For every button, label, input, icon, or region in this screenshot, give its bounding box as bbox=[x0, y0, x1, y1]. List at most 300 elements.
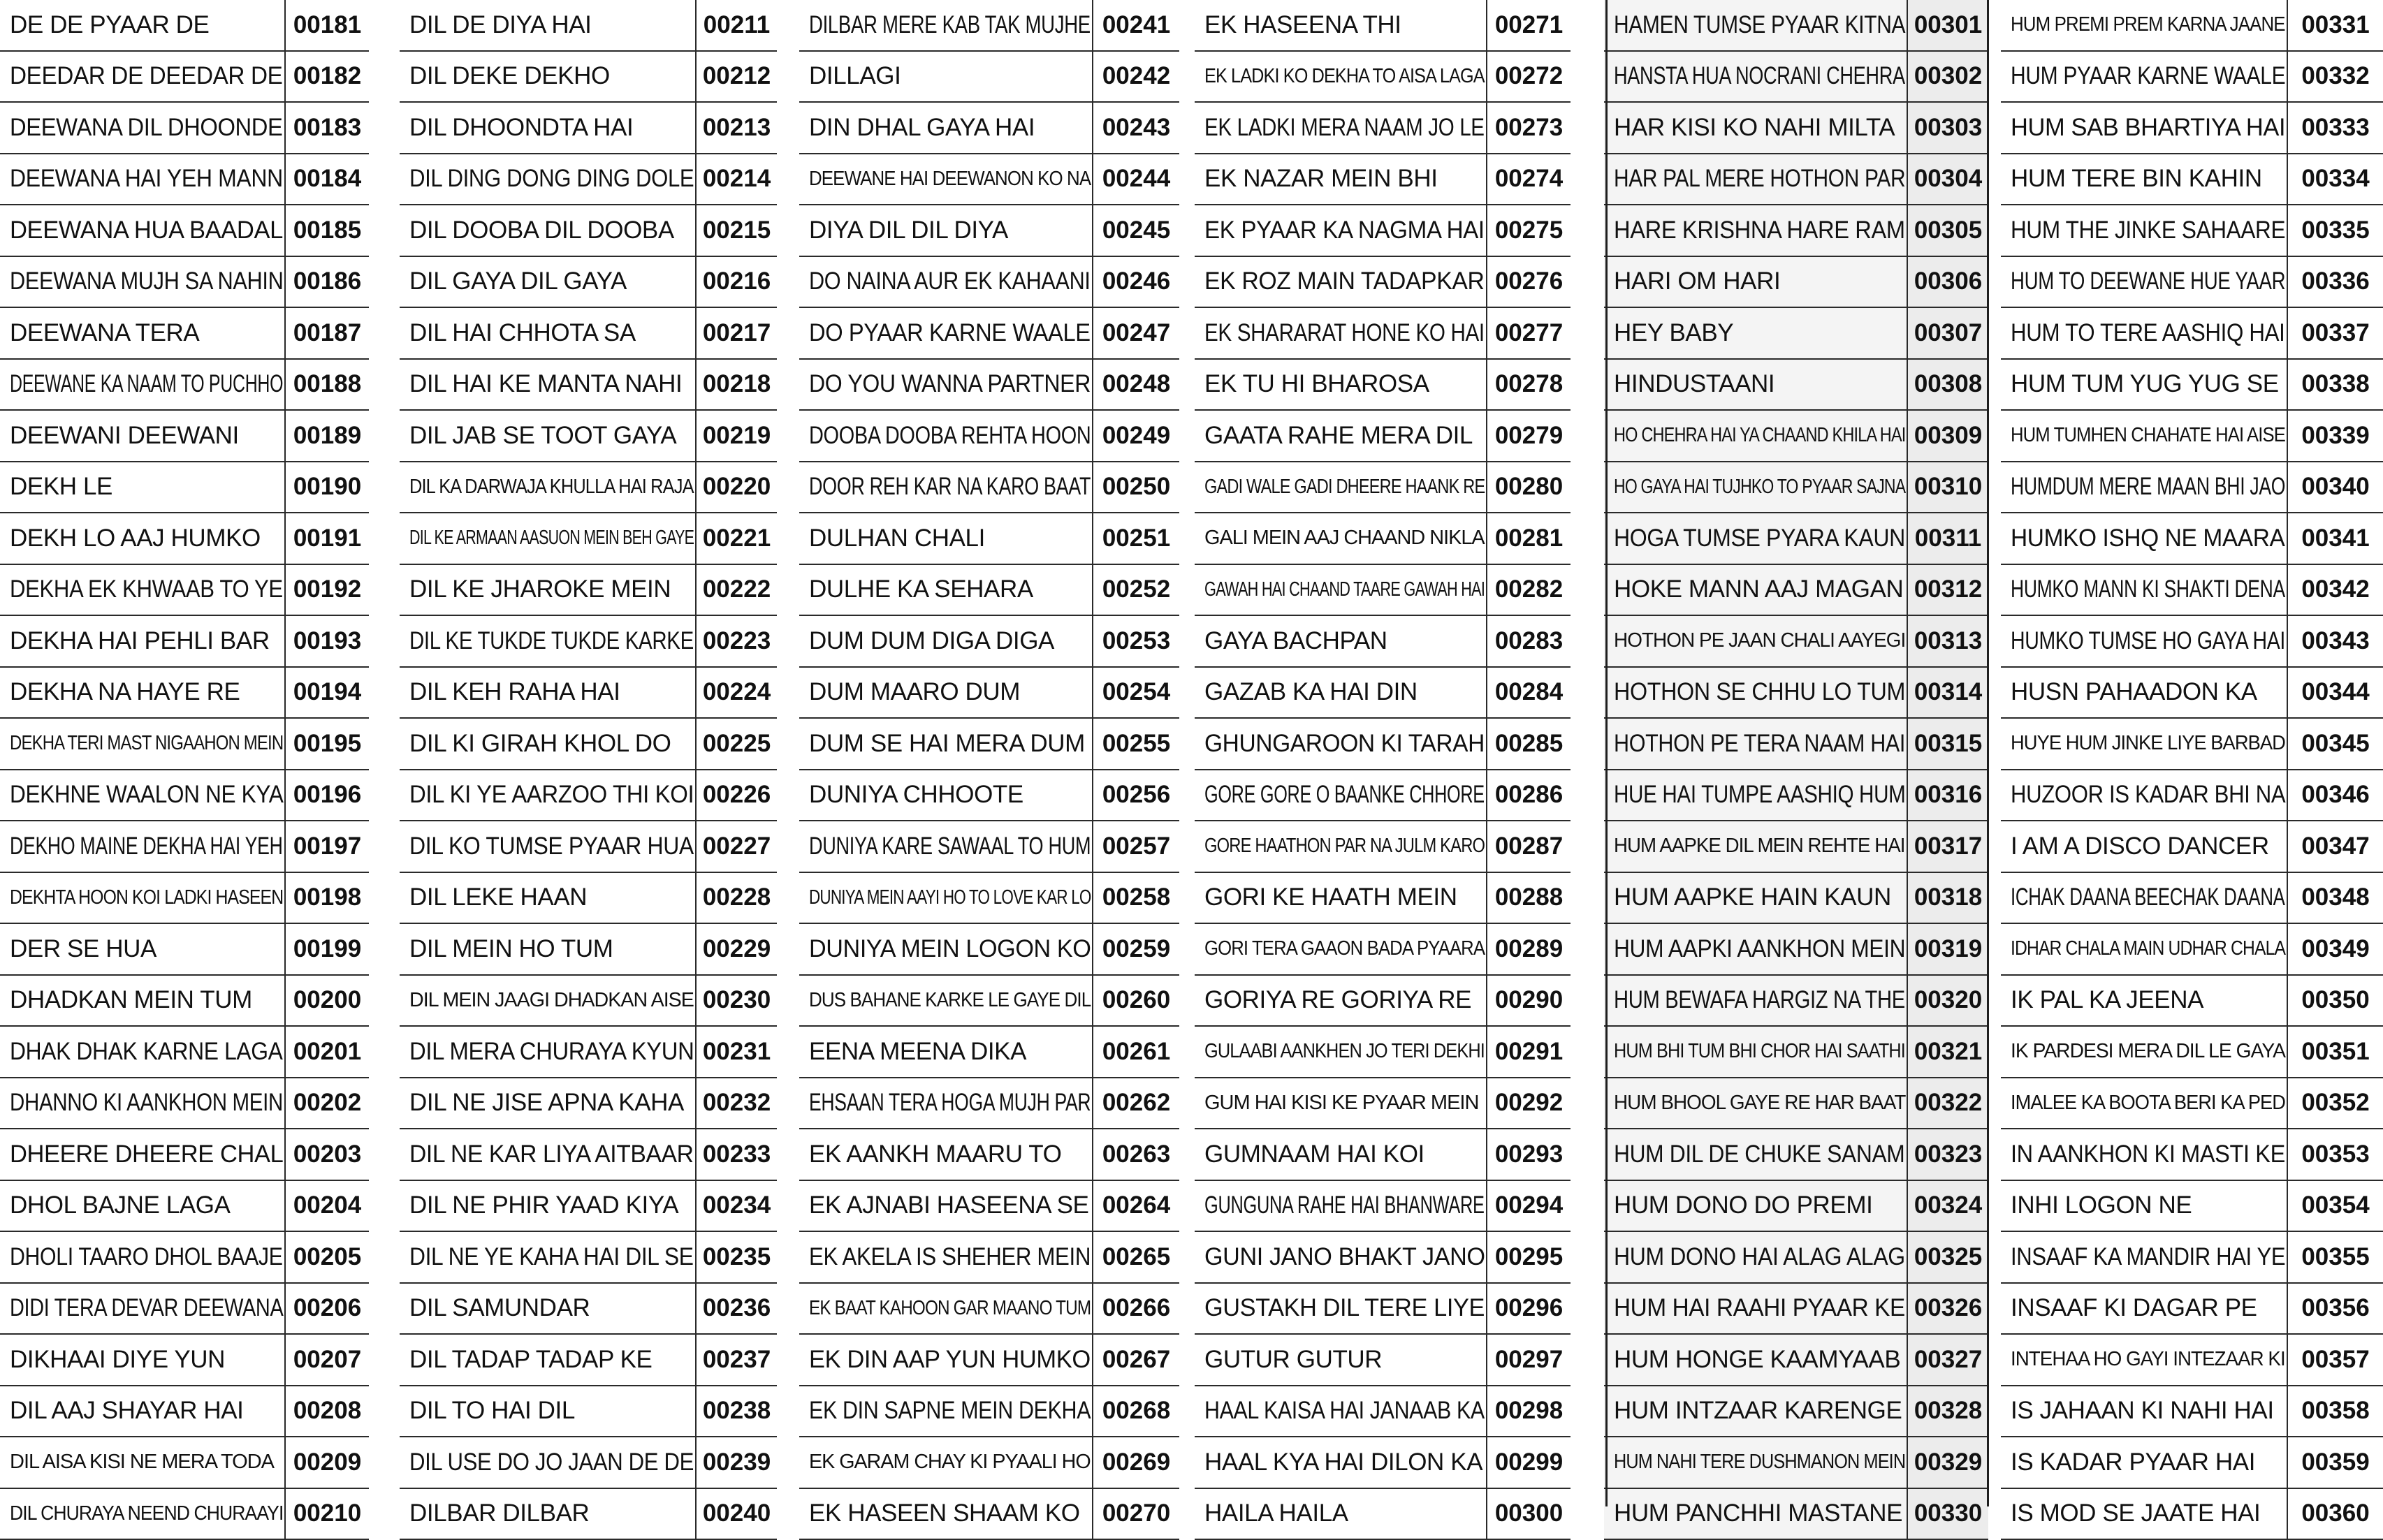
song-code: 00248 bbox=[1093, 359, 1179, 411]
song-code: 00302 bbox=[1907, 51, 1988, 103]
song-code: 00327 bbox=[1907, 1334, 1988, 1386]
song-row bbox=[2001, 1129, 2383, 1180]
song-row bbox=[0, 1231, 369, 1283]
song-code: 00280 bbox=[1487, 462, 1571, 513]
song-code: 00301 bbox=[1907, 0, 1988, 51]
song-row bbox=[400, 359, 777, 411]
song-row bbox=[799, 1129, 1179, 1180]
song-row bbox=[0, 1180, 369, 1232]
song-row bbox=[400, 307, 777, 359]
song-row bbox=[400, 667, 777, 719]
song-code: 00292 bbox=[1487, 1078, 1571, 1129]
song-code: 00200 bbox=[285, 975, 369, 1027]
song-row bbox=[799, 154, 1179, 205]
song-column-2 bbox=[400, 0, 777, 1540]
song-title: DEEWANI DEEWANI bbox=[0, 410, 285, 462]
song-row bbox=[2001, 1437, 2383, 1488]
song-title: DEKHNE WAALON NE KYA bbox=[0, 770, 285, 821]
song-title: HOTHON PE JAAN CHALI AAYEGI bbox=[1604, 615, 1907, 667]
song-code: 00288 bbox=[1487, 872, 1571, 924]
song-title: DEKH LO AAJ HUMKO bbox=[0, 513, 285, 564]
song-code: 00181 bbox=[285, 0, 369, 51]
song-title: DHAK DHAK KARNE LAGA bbox=[0, 1026, 285, 1078]
song-code: 00300 bbox=[1487, 1488, 1571, 1540]
song-row bbox=[799, 1026, 1179, 1078]
song-row bbox=[2001, 1078, 2383, 1129]
song-row bbox=[2001, 1488, 2383, 1540]
song-code: 00357 bbox=[2287, 1334, 2383, 1386]
song-column-6 bbox=[2001, 0, 2383, 1540]
song-title: GAZAB KA HAI DIN bbox=[1195, 667, 1487, 719]
song-code: 00274 bbox=[1487, 154, 1571, 205]
song-title: HANSTA HUA NOCRANI CHEHRA bbox=[1604, 51, 1907, 103]
song-title: DEKHTA HOON KOI LADKI HASEEN bbox=[0, 872, 285, 924]
song-row bbox=[400, 975, 777, 1027]
song-title: DIL MEIN JAAGI DHADKAN AISE bbox=[400, 975, 696, 1027]
song-code: 00340 bbox=[2287, 462, 2383, 513]
song-row bbox=[1195, 102, 1571, 154]
song-row bbox=[2001, 410, 2383, 462]
song-code: 00347 bbox=[2287, 821, 2383, 872]
song-code: 00323 bbox=[1907, 1129, 1988, 1180]
song-code: 00318 bbox=[1907, 872, 1988, 924]
song-row bbox=[1195, 564, 1571, 616]
song-code: 00201 bbox=[285, 1026, 369, 1078]
song-title: HUM BHI TUM BHI CHOR HAI SAATHI bbox=[1604, 1026, 1907, 1078]
song-title: DEEWANE HAI DEEWANON KO NA bbox=[799, 154, 1093, 205]
song-code: 00261 bbox=[1093, 1026, 1179, 1078]
song-row bbox=[2001, 1231, 2383, 1283]
song-title: HUM PREMI PREM KARNA JAANE bbox=[2001, 0, 2287, 51]
song-code: 00297 bbox=[1487, 1334, 1571, 1386]
song-row bbox=[1195, 1386, 1571, 1437]
song-title: IS MOD SE JAATE HAI bbox=[2001, 1488, 2287, 1540]
song-code: 00263 bbox=[1093, 1129, 1179, 1180]
song-code: 00285 bbox=[1487, 718, 1571, 770]
song-code: 00358 bbox=[2287, 1386, 2383, 1437]
song-code: 00296 bbox=[1487, 1283, 1571, 1335]
song-code: 00351 bbox=[2287, 1026, 2383, 1078]
song-title: GAATA RAHE MERA DIL bbox=[1195, 410, 1487, 462]
song-code: 00350 bbox=[2287, 975, 2383, 1027]
song-title: DHANNO KI AANKHON MEIN bbox=[0, 1078, 285, 1129]
song-row bbox=[1604, 975, 1988, 1027]
song-title: HUZOOR IS KADAR BHI NA bbox=[2001, 770, 2287, 821]
song-title: IDHAR CHALA MAIN UDHAR CHALA bbox=[2001, 923, 2287, 975]
song-title: HUM DIL DE CHUKE SANAM bbox=[1604, 1129, 1907, 1180]
song-title: IMALEE KA BOOTA BERI KA PED bbox=[2001, 1078, 2287, 1129]
song-code: 00303 bbox=[1907, 102, 1988, 154]
song-row bbox=[799, 615, 1179, 667]
song-code: 00202 bbox=[285, 1078, 369, 1129]
song-row bbox=[0, 410, 369, 462]
song-title: DUM DUM DIGA DIGA bbox=[799, 615, 1093, 667]
song-title: HUSN PAHAADON KA bbox=[2001, 667, 2287, 719]
song-title: DIDI TERA DEVAR DEEWANA bbox=[0, 1283, 285, 1335]
song-code: 00356 bbox=[2287, 1283, 2383, 1335]
song-title: HINDUSTAANI bbox=[1604, 359, 1907, 411]
song-code: 00250 bbox=[1093, 462, 1179, 513]
song-row bbox=[400, 513, 777, 564]
song-code: 00276 bbox=[1487, 256, 1571, 308]
song-code: 00306 bbox=[1907, 256, 1988, 308]
column-divider bbox=[1605, 0, 1608, 1506]
song-title: DEKHA NA HAYE RE bbox=[0, 667, 285, 719]
song-row bbox=[0, 1488, 369, 1540]
song-row bbox=[1195, 1334, 1571, 1386]
song-code: 00198 bbox=[285, 872, 369, 924]
song-title: GHUNGAROON KI TARAH bbox=[1195, 718, 1487, 770]
song-code: 00342 bbox=[2287, 564, 2383, 616]
song-code: 00188 bbox=[285, 359, 369, 411]
song-row bbox=[0, 667, 369, 719]
song-row bbox=[1604, 102, 1988, 154]
song-title: DIN DHAL GAYA HAI bbox=[799, 102, 1093, 154]
song-title: GAYA BACHPAN bbox=[1195, 615, 1487, 667]
song-code: 00245 bbox=[1093, 205, 1179, 256]
song-code: 00256 bbox=[1093, 770, 1179, 821]
song-row bbox=[1195, 307, 1571, 359]
song-row bbox=[1195, 0, 1571, 51]
song-code: 00246 bbox=[1093, 256, 1179, 308]
song-code: 00243 bbox=[1093, 102, 1179, 154]
song-row bbox=[2001, 1334, 2383, 1386]
song-code: 00258 bbox=[1093, 872, 1179, 924]
song-code: 00326 bbox=[1907, 1283, 1988, 1335]
song-code: 00182 bbox=[285, 51, 369, 103]
song-row bbox=[400, 821, 777, 872]
song-code: 00262 bbox=[1093, 1078, 1179, 1129]
song-row bbox=[2001, 770, 2383, 821]
song-row bbox=[799, 872, 1179, 924]
song-code: 00229 bbox=[696, 923, 777, 975]
song-title: DIL KA DARWAJA KHULLA HAI RAJA bbox=[400, 462, 696, 513]
song-row bbox=[799, 564, 1179, 616]
song-row bbox=[799, 718, 1179, 770]
song-row bbox=[799, 821, 1179, 872]
song-row bbox=[1195, 1078, 1571, 1129]
song-code: 00204 bbox=[285, 1180, 369, 1232]
song-title: DIL KE ARMAAN AASUON MEIN BEH GAYE bbox=[400, 513, 696, 564]
song-title: DIL AISA KISI NE MERA TODA bbox=[0, 1437, 285, 1488]
song-title: EENA MEENA DIKA bbox=[799, 1026, 1093, 1078]
song-row bbox=[799, 51, 1179, 103]
song-code: 00353 bbox=[2287, 1129, 2383, 1180]
song-title: DEKHO MAINE DEKHA HAI YEH bbox=[0, 821, 285, 872]
song-code: 00216 bbox=[696, 256, 777, 308]
song-title: EK LADKI KO DEKHA TO AISA LAGA bbox=[1195, 51, 1487, 103]
song-row bbox=[0, 615, 369, 667]
song-title: DEEWANA TERA bbox=[0, 307, 285, 359]
song-row bbox=[1604, 1078, 1988, 1129]
song-row bbox=[1604, 154, 1988, 205]
song-title: DIL LEKE HAAN bbox=[400, 872, 696, 924]
song-title: IN AANKHON KI MASTI KE bbox=[2001, 1129, 2287, 1180]
song-row bbox=[2001, 154, 2383, 205]
song-row bbox=[400, 1386, 777, 1437]
song-code: 00309 bbox=[1907, 410, 1988, 462]
song-code: 00310 bbox=[1907, 462, 1988, 513]
song-row bbox=[1195, 1129, 1571, 1180]
song-row bbox=[799, 770, 1179, 821]
song-title: DHOL BAJNE LAGA bbox=[0, 1180, 285, 1232]
song-row bbox=[1195, 872, 1571, 924]
song-title: HAMEN TUMSE PYAAR KITNA bbox=[1604, 0, 1907, 51]
song-title: DIL KE JHAROKE MEIN bbox=[400, 564, 696, 616]
song-code: 00298 bbox=[1487, 1386, 1571, 1437]
song-title: INTEHAA HO GAYI INTEZAAR KI bbox=[2001, 1334, 2287, 1386]
song-title: HARE KRISHNA HARE RAM bbox=[1604, 205, 1907, 256]
song-code: 00354 bbox=[2287, 1180, 2383, 1232]
song-title: GALI MEIN AAJ CHAAND NIKLA bbox=[1195, 513, 1487, 564]
song-row bbox=[1604, 0, 1988, 51]
song-code: 00324 bbox=[1907, 1180, 1988, 1232]
song-code: 00268 bbox=[1093, 1386, 1179, 1437]
song-code: 00218 bbox=[696, 359, 777, 411]
song-title: HAR PAL MERE HOTHON PAR bbox=[1604, 154, 1907, 205]
song-code: 00355 bbox=[2287, 1231, 2383, 1283]
song-row bbox=[1195, 667, 1571, 719]
song-code: 00282 bbox=[1487, 564, 1571, 616]
song-title: DIL KI GIRAH KHOL DO bbox=[400, 718, 696, 770]
song-row bbox=[799, 462, 1179, 513]
song-code: 00267 bbox=[1093, 1334, 1179, 1386]
song-code: 00352 bbox=[2287, 1078, 2383, 1129]
song-code: 00332 bbox=[2287, 51, 2383, 103]
song-row bbox=[799, 513, 1179, 564]
song-row bbox=[1195, 1437, 1571, 1488]
song-title: DEEWANA HUA BAADAL bbox=[0, 205, 285, 256]
song-row bbox=[0, 1334, 369, 1386]
song-row bbox=[1604, 1026, 1988, 1078]
song-row bbox=[2001, 975, 2383, 1027]
song-code: 00264 bbox=[1093, 1180, 1179, 1232]
song-title: HARI OM HARI bbox=[1604, 256, 1907, 308]
song-title: HO CHEHRA HAI YA CHAAND KHILA HAI bbox=[1604, 410, 1907, 462]
song-row bbox=[0, 564, 369, 616]
song-title: DEEDAR DE DEEDAR DE bbox=[0, 51, 285, 103]
song-row bbox=[2001, 102, 2383, 154]
song-title: DHEERE DHEERE CHAL bbox=[0, 1129, 285, 1180]
song-title: HUM DONO HAI ALAG ALAG bbox=[1604, 1231, 1907, 1283]
song-title: INHI LOGON NE bbox=[2001, 1180, 2287, 1232]
song-code: 00330 bbox=[1907, 1488, 1988, 1540]
song-row bbox=[1604, 1437, 1988, 1488]
song-code: 00321 bbox=[1907, 1026, 1988, 1078]
song-title: DIL HAI CHHOTA SA bbox=[400, 307, 696, 359]
song-code: 00360 bbox=[2287, 1488, 2383, 1540]
song-title: HOKE MANN AAJ MAGAN bbox=[1604, 564, 1907, 616]
song-row bbox=[1604, 256, 1988, 308]
song-row bbox=[400, 1334, 777, 1386]
song-row bbox=[1195, 821, 1571, 872]
song-code: 00266 bbox=[1093, 1283, 1179, 1335]
song-code: 00337 bbox=[2287, 307, 2383, 359]
song-title: DILBAR MERE KAB TAK MUJHE bbox=[799, 0, 1093, 51]
song-code: 00232 bbox=[696, 1078, 777, 1129]
song-row bbox=[1604, 770, 1988, 821]
song-code: 00191 bbox=[285, 513, 369, 564]
song-code: 00273 bbox=[1487, 102, 1571, 154]
song-title: HUE HAI TUMPE AASHIQ HUM bbox=[1604, 770, 1907, 821]
song-code: 00221 bbox=[696, 513, 777, 564]
song-code: 00238 bbox=[696, 1386, 777, 1437]
song-row bbox=[400, 615, 777, 667]
song-title: DIL TADAP TADAP KE bbox=[400, 1334, 696, 1386]
song-row bbox=[400, 923, 777, 975]
song-title: HUMKO ISHQ NE MAARA bbox=[2001, 513, 2287, 564]
song-row bbox=[2001, 718, 2383, 770]
song-row bbox=[2001, 667, 2383, 719]
song-title: INSAAF KA MANDIR HAI YE bbox=[2001, 1231, 2287, 1283]
song-title: DULHE KA SEHARA bbox=[799, 564, 1093, 616]
song-code: 00208 bbox=[285, 1386, 369, 1437]
song-title: DER SE HUA bbox=[0, 923, 285, 975]
song-code: 00189 bbox=[285, 410, 369, 462]
song-row bbox=[2001, 0, 2383, 51]
song-row bbox=[1195, 256, 1571, 308]
song-code: 00325 bbox=[1907, 1231, 1988, 1283]
song-code: 00183 bbox=[285, 102, 369, 154]
song-code: 00224 bbox=[696, 667, 777, 719]
song-row bbox=[1604, 821, 1988, 872]
song-code: 00237 bbox=[696, 1334, 777, 1386]
song-code: 00251 bbox=[1093, 513, 1179, 564]
song-title: DIL DING DONG DING DOLE bbox=[400, 154, 696, 205]
song-row bbox=[0, 1386, 369, 1437]
song-code: 00205 bbox=[285, 1231, 369, 1283]
song-title: DEKHA EK KHWAAB TO YE bbox=[0, 564, 285, 616]
song-row bbox=[0, 872, 369, 924]
song-row bbox=[1195, 923, 1571, 975]
song-row bbox=[400, 718, 777, 770]
song-code: 00287 bbox=[1487, 821, 1571, 872]
song-code: 00336 bbox=[2287, 256, 2383, 308]
song-code: 00220 bbox=[696, 462, 777, 513]
song-code: 00210 bbox=[285, 1488, 369, 1540]
song-title: HUMDUM MERE MAAN BHI JAO bbox=[2001, 462, 2287, 513]
song-code: 00252 bbox=[1093, 564, 1179, 616]
song-title: HUM PYAAR KARNE WAALE bbox=[2001, 51, 2287, 103]
song-code: 00329 bbox=[1907, 1437, 1988, 1488]
song-code: 00257 bbox=[1093, 821, 1179, 872]
song-title: DIL CHURAYA NEEND CHURAAYI bbox=[0, 1488, 285, 1540]
song-title: HUMKO TUMSE HO GAYA HAI bbox=[2001, 615, 2287, 667]
song-code: 00265 bbox=[1093, 1231, 1179, 1283]
song-code: 00253 bbox=[1093, 615, 1179, 667]
song-code: 00226 bbox=[696, 770, 777, 821]
song-code: 00196 bbox=[285, 770, 369, 821]
song-code: 00335 bbox=[2287, 205, 2383, 256]
song-row bbox=[400, 564, 777, 616]
song-row bbox=[1195, 51, 1571, 103]
song-title: GUNI JANO BHAKT JANO bbox=[1195, 1231, 1487, 1283]
song-row bbox=[1604, 667, 1988, 719]
song-code: 00194 bbox=[285, 667, 369, 719]
song-code: 00207 bbox=[285, 1334, 369, 1386]
song-code: 00317 bbox=[1907, 821, 1988, 872]
song-title: HUM AAPKE HAIN KAUN bbox=[1604, 872, 1907, 924]
song-title: DIL KO TUMSE PYAAR HUA bbox=[400, 821, 696, 872]
song-title: DHADKAN MEIN TUM bbox=[0, 975, 285, 1027]
song-title: DEEWANE KA NAAM TO PUCHHO bbox=[0, 359, 285, 411]
song-code: 00270 bbox=[1093, 1488, 1179, 1540]
song-row bbox=[400, 1283, 777, 1335]
song-row bbox=[2001, 1386, 2383, 1437]
song-code: 00293 bbox=[1487, 1129, 1571, 1180]
song-row bbox=[1604, 1386, 1988, 1437]
song-title: DEEWANA DIL DHOONDE bbox=[0, 102, 285, 154]
song-row bbox=[2001, 51, 2383, 103]
song-title: HUYE HUM JINKE LIYE BARBAD bbox=[2001, 718, 2287, 770]
song-row bbox=[2001, 1026, 2383, 1078]
song-row bbox=[799, 667, 1179, 719]
song-row bbox=[0, 0, 369, 51]
song-title: DIL DE DIYA HAI bbox=[400, 0, 696, 51]
song-row bbox=[1604, 1231, 1988, 1283]
song-row bbox=[799, 0, 1179, 51]
song-title: GORI TERA GAAON BADA PYAARA bbox=[1195, 923, 1487, 975]
song-code: 00345 bbox=[2287, 718, 2383, 770]
song-code: 00271 bbox=[1487, 0, 1571, 51]
song-code: 00278 bbox=[1487, 359, 1571, 411]
song-title: HUM INTZAAR KARENGE bbox=[1604, 1386, 1907, 1437]
song-title: GUMNAAM HAI KOI bbox=[1195, 1129, 1487, 1180]
song-code: 00299 bbox=[1487, 1437, 1571, 1488]
song-row bbox=[1195, 1231, 1571, 1283]
song-row bbox=[799, 1386, 1179, 1437]
song-row bbox=[799, 1078, 1179, 1129]
song-row bbox=[1604, 205, 1988, 256]
song-row bbox=[0, 51, 369, 103]
song-title: EK TU HI BHAROSA bbox=[1195, 359, 1487, 411]
song-title: GORI KE HAATH MEIN bbox=[1195, 872, 1487, 924]
song-title: DEKH LE bbox=[0, 462, 285, 513]
song-title: IK PAL KA JEENA bbox=[2001, 975, 2287, 1027]
song-code: 00213 bbox=[696, 102, 777, 154]
song-row bbox=[0, 359, 369, 411]
song-code: 00290 bbox=[1487, 975, 1571, 1027]
song-row bbox=[2001, 1283, 2383, 1335]
song-row bbox=[0, 154, 369, 205]
song-row bbox=[2001, 307, 2383, 359]
song-code: 00304 bbox=[1907, 154, 1988, 205]
song-row bbox=[799, 1437, 1179, 1488]
song-row bbox=[2001, 513, 2383, 564]
song-title: DO YOU WANNA PARTNER bbox=[799, 359, 1093, 411]
song-title: HUM AAPKI AANKHON MEIN bbox=[1604, 923, 1907, 975]
song-title: EK DIN AAP YUN HUMKO bbox=[799, 1334, 1093, 1386]
song-column-3 bbox=[799, 0, 1179, 1540]
song-title: EK LADKI MERA NAAM JO LE bbox=[1195, 102, 1487, 154]
song-code: 00328 bbox=[1907, 1386, 1988, 1437]
song-row bbox=[2001, 564, 2383, 616]
song-code: 00311 bbox=[1907, 513, 1988, 564]
song-code: 00289 bbox=[1487, 923, 1571, 975]
song-row bbox=[799, 410, 1179, 462]
song-code: 00255 bbox=[1093, 718, 1179, 770]
song-title: DIL GAYA DIL GAYA bbox=[400, 256, 696, 308]
song-code: 00312 bbox=[1907, 564, 1988, 616]
song-row bbox=[400, 462, 777, 513]
song-code: 00227 bbox=[696, 821, 777, 872]
song-title: EK DIN SAPNE MEIN DEKHA bbox=[799, 1386, 1093, 1437]
song-code: 00233 bbox=[696, 1129, 777, 1180]
song-code: 00187 bbox=[285, 307, 369, 359]
song-title: HAILA HAILA bbox=[1195, 1488, 1487, 1540]
song-row bbox=[799, 102, 1179, 154]
song-row bbox=[1195, 975, 1571, 1027]
